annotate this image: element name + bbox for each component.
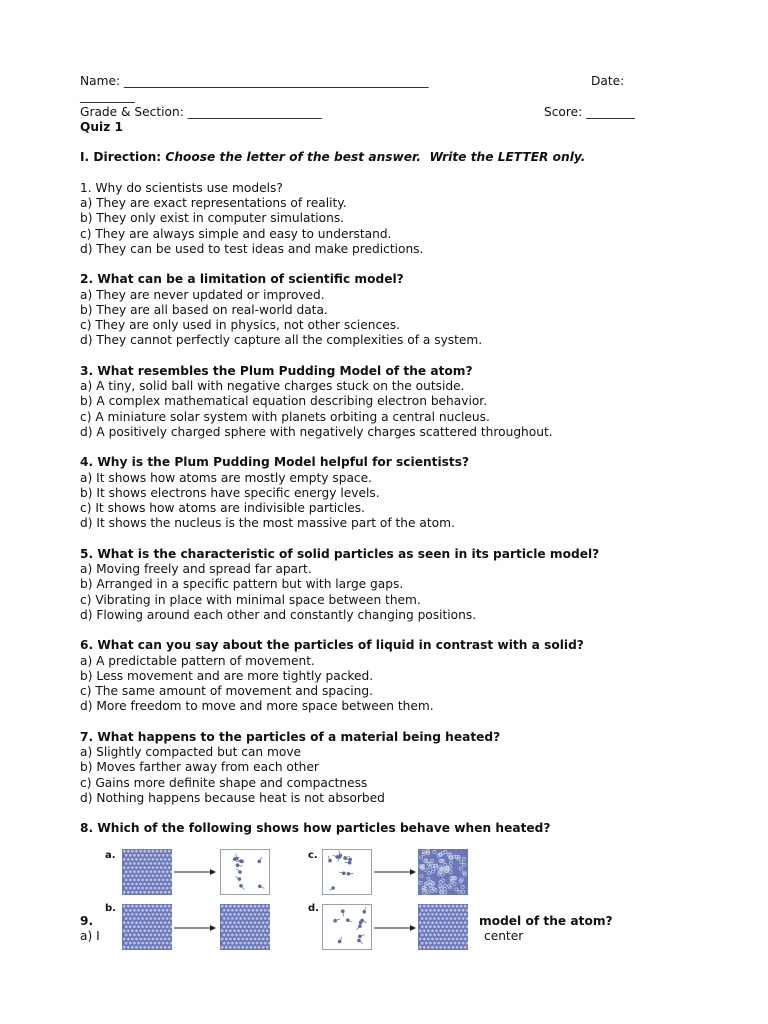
- figure-label-a: a.: [105, 850, 116, 861]
- figure-label-c: c.: [308, 850, 318, 861]
- solid-particles-b: [122, 904, 172, 950]
- particle-figure: [100, 848, 500, 954]
- grade-row: [80, 105, 680, 120]
- q9-end: model of the atom?: [479, 914, 613, 928]
- gas-particles-a: [220, 849, 270, 895]
- question-1-option-d: d) They can be used to test ideas and make predictions.: [80, 241, 424, 256]
- q9-option-end: center: [484, 929, 524, 943]
- question-4-option-d: d) It shows the nucleus is the most massive part of the atom.: [80, 516, 455, 531]
- question-list: [80, 181, 680, 837]
- question-6: 6. What can you say about the particles of liquid in contrast with a solid?: [80, 638, 584, 653]
- arrow-c: [374, 866, 416, 878]
- name-field: Name: __________________________________________________: [80, 74, 429, 88]
- gas-particles-c: [322, 849, 372, 895]
- direction-text: Choose the letter of the best answer. Write the LETTER only.: [165, 150, 586, 165]
- q9-option-start: a) I: [80, 929, 100, 943]
- liquid-particles-c: [418, 849, 468, 895]
- date-label: Date:: [591, 74, 625, 88]
- question-1: 1. Why do scientists use models?: [80, 180, 283, 195]
- direction-prefix: I. Direction:: [80, 150, 166, 165]
- question-3-option-b: b) A complex mathematical equation describing electron behavior.: [80, 394, 488, 409]
- solid-particles-b2: [220, 904, 270, 950]
- question-4: 4. Why is the Plum Pudding Model helpful for scientists?: [80, 455, 470, 470]
- question-7-option-c: c) Gains more definite shape and compactness: [80, 775, 368, 790]
- question-1-option-a: a) They are exact representations of reality.: [80, 196, 347, 210]
- question-6-option-a: a) A predictable pattern of movement.: [80, 653, 315, 668]
- question-2-option-c: c) They are only used in physics, not other sciences.: [80, 318, 400, 332]
- question-2-option-a: a) They are never updated or improved.: [80, 287, 325, 302]
- question-7-option-a: a) Slightly compacted but can move: [80, 745, 302, 759]
- question-8: 8. Which of the following shows how particles behave when heated?: [80, 821, 551, 836]
- q9-start: 9.: [80, 914, 98, 928]
- question-5-option-c: c) Vibrating in place with minimal space between them.: [80, 592, 421, 607]
- question-1-option-b: b) They only exist in computer simulations.: [80, 211, 345, 226]
- grade-section-field: Grade & Section: ______________________: [80, 104, 322, 119]
- figure-label-d: d.: [308, 903, 319, 914]
- question-3-option-d: d) A positively charged sphere with negatively charges scattered throughout.: [80, 424, 553, 439]
- arrow-a: [174, 866, 216, 878]
- question-2-option-d: d) They cannot perfectly capture all the complexities of a system.: [80, 333, 483, 348]
- question-5: 5. What is the characteristic of solid particles as seen in its particle model?: [80, 546, 600, 561]
- question-1-option-c: c) They are always simple and easy to understand.: [80, 226, 392, 241]
- question-4-option-b: b) It shows electrons have specific energy levels.: [80, 485, 380, 500]
- direction: [80, 150, 680, 165]
- question-5-option-d: d) Flowing around each other and constantly changing positions.: [80, 607, 477, 622]
- question-7: 7. What happens to the particles of a material being heated?: [80, 729, 501, 744]
- worksheet: [80, 74, 680, 837]
- gas-particles-d: [322, 904, 372, 950]
- question-7-option-b: b) Moves farther away from each other: [80, 760, 319, 775]
- question-6-option-d: d) More freedom to move and more space between them.: [80, 699, 434, 714]
- score-field: Score: ________: [544, 104, 635, 119]
- figure-label-b: b.: [105, 903, 116, 914]
- quiz-title: Quiz 1: [80, 119, 124, 134]
- date-blank: _________: [80, 89, 135, 104]
- question-3-option-c: c) A miniature solar system with planets orbiting a central nucleus.: [80, 409, 490, 424]
- question-2-option-b: b) They are all based on real-world data.: [80, 302, 328, 317]
- question-2: 2. What can be a limitation of scientific model?: [80, 272, 404, 287]
- question-4-option-a: a) It shows how atoms are mostly empty space.: [80, 470, 372, 485]
- question-6-option-c: c) The same amount of movement and spacing.: [80, 684, 374, 698]
- question-5-option-a: a) Moving freely and spread far apart.: [80, 562, 312, 576]
- question-6-option-b: b) Less movement and are more tightly packed.: [80, 668, 374, 683]
- arrow-b: [174, 922, 216, 934]
- question-3-option-a: a) A tiny, solid ball with negative charges stuck on the outside.: [80, 379, 465, 393]
- question-7-option-d: d) Nothing happens because heat is not absorbed: [80, 790, 385, 805]
- question-3: 3. What resembles the Plum Pudding Model of the atom?: [80, 363, 473, 378]
- question-4-option-c: c) It shows how atoms are indivisible particles.: [80, 501, 365, 515]
- solid-particles-a: [122, 849, 172, 895]
- arrow-d: [374, 922, 416, 934]
- solid-particles-d: [418, 904, 468, 950]
- question-5-option-b: b) Arranged in a specific pattern but with large gaps.: [80, 577, 404, 592]
- name-row: [80, 74, 680, 89]
